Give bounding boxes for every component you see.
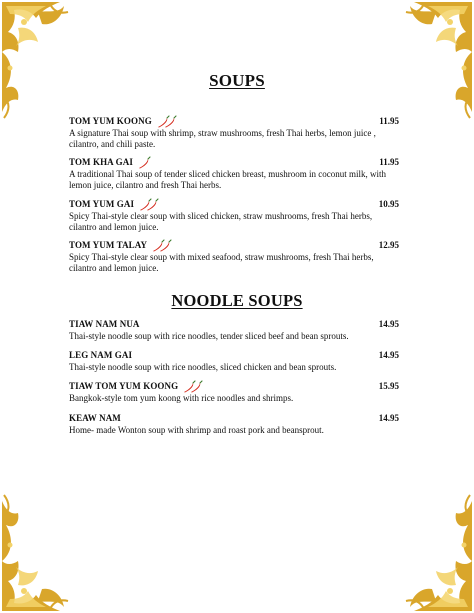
item-description: Thai-style noodle soup with rice noodles, tender sliced beef and bean sprouts. — [69, 331, 349, 341]
item-name: TOM YUM GAI — [69, 199, 135, 209]
chili-pepper-icon — [182, 380, 204, 393]
item-description: A signature Thai soup with shrimp, straw mushrooms, fresh Thai herbs, lemon juice , cilantro, and chili paste. — [69, 128, 376, 149]
corner-ornament-bottom-left-icon — [2, 493, 70, 611]
item-price: 14.95 — [378, 350, 399, 360]
chili-pepper-icon — [156, 115, 178, 128]
item-name: TOM KHA GAI — [69, 157, 133, 167]
menu-item — [69, 198, 399, 233]
corner-ornament-bottom-right-icon — [404, 493, 472, 611]
corner-ornament-top-right-icon — [404, 2, 472, 120]
item-description: Home- made Wonton soup with shrimp and roast pork and beansprout. — [69, 425, 324, 435]
item-price: 14.95 — [378, 319, 399, 329]
menu-item — [69, 239, 399, 274]
menu-item — [69, 318, 399, 342]
menu-item — [69, 115, 399, 150]
item-description: Spicy Thai-style clear soup with sliced chicken, straw mushrooms, fresh Thai herbs, cilantro and lemon juice. — [69, 211, 373, 232]
item-description: Thai-style noodle soup with rice noodles, sliced chicken and bean sprouts. — [69, 362, 337, 372]
item-name: LEG NAM GAI — [69, 350, 133, 360]
chili-pepper-icon — [137, 156, 151, 169]
item-price: 11.95 — [379, 116, 399, 126]
corner-ornament-top-left-icon — [2, 2, 70, 120]
item-description: A traditional Thai soup of tender sliced chicken breast, mushroom in coconut milk, with lemon juice, cilantro and fresh Thai herbs. — [69, 169, 387, 190]
item-price: 10.95 — [378, 199, 399, 209]
menu-item — [69, 349, 399, 373]
item-description: Bangkok-style tom yum koong with rice noodles and shrimps. — [69, 393, 294, 403]
item-name: TOM YUM TALAY — [69, 240, 148, 250]
item-name: TOM YUM KOONG — [69, 116, 152, 126]
soups-section-title: SOUPS — [209, 71, 265, 90]
noodle-soups-section-title: NOODLE SOUPS — [171, 291, 303, 310]
item-name: TIAW NAM NUA — [69, 319, 140, 329]
item-name: TIAW TOM YUM KOONG — [69, 381, 179, 391]
item-description: Spicy Thai-style clear soup with mixed seafood, straw mushrooms, fresh Thai herbs, cilantro and lemon juice. — [69, 252, 374, 273]
item-price: 14.95 — [378, 413, 399, 423]
menu-item — [69, 412, 399, 436]
menu-item — [69, 156, 399, 191]
chili-pepper-icon — [151, 239, 173, 252]
item-price: 11.95 — [379, 157, 399, 167]
menu-item — [69, 380, 399, 404]
item-name: KEAW NAM — [69, 413, 121, 423]
item-price: 12.95 — [378, 240, 399, 250]
chili-pepper-icon — [138, 198, 160, 211]
item-price: 15.95 — [378, 381, 399, 391]
